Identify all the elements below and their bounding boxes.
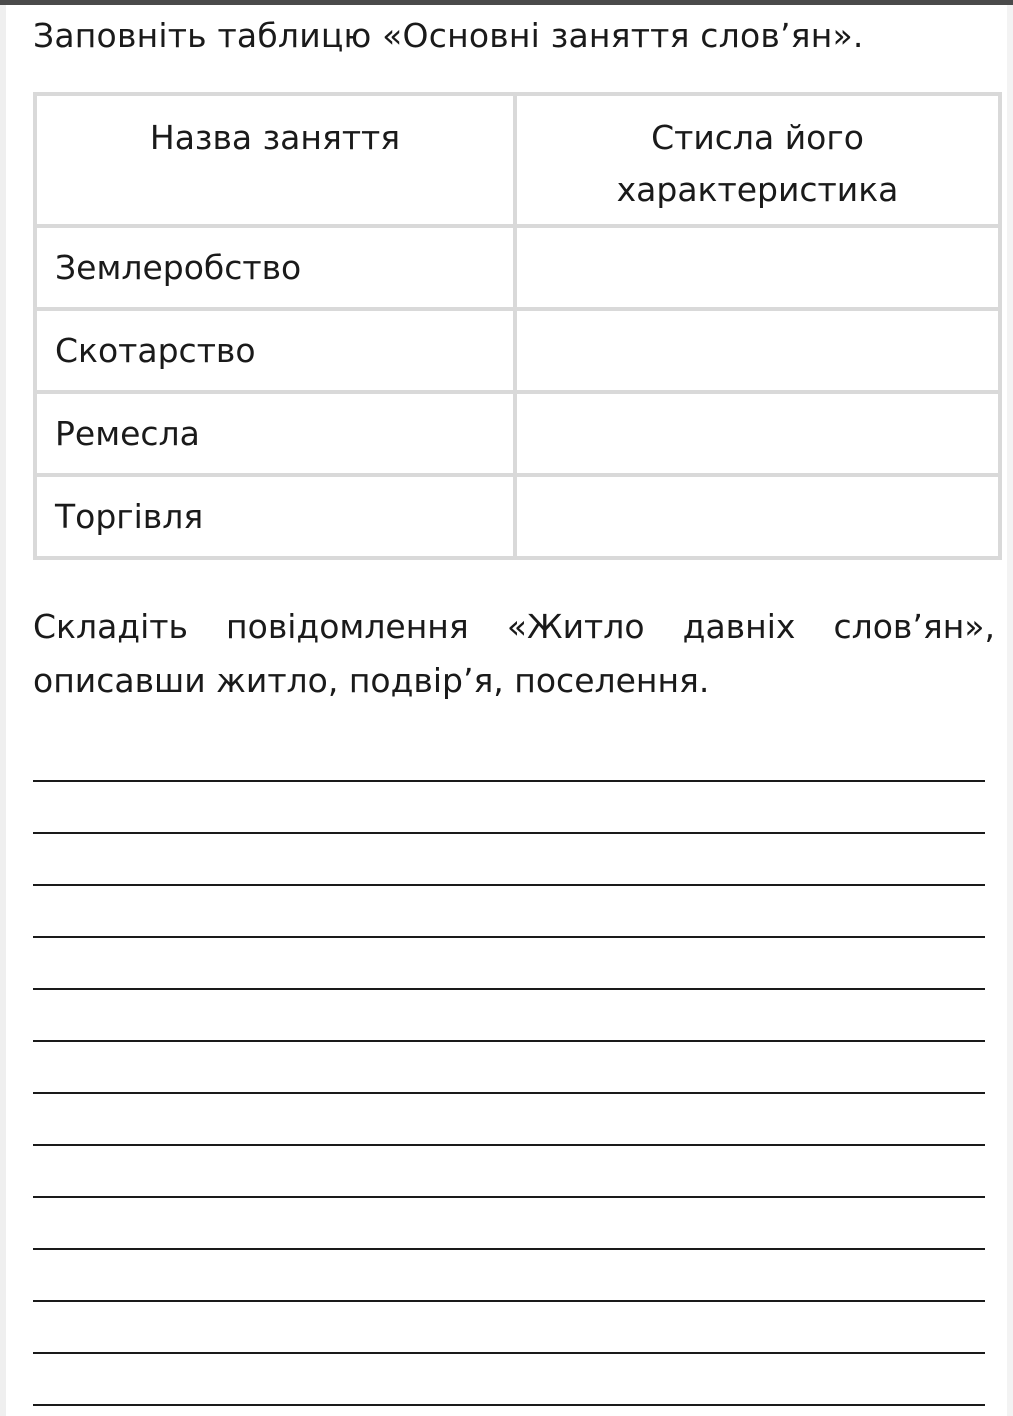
occupations-table <box>33 92 1002 560</box>
answer-line[interactable] <box>33 884 985 886</box>
task2-line-1 <box>33 600 995 654</box>
occupation-name-cell: Землеробство <box>35 226 515 309</box>
answer-line[interactable] <box>33 832 985 834</box>
table-row <box>35 309 1000 392</box>
table-row <box>35 475 1000 558</box>
answer-line[interactable] <box>33 1092 985 1094</box>
task2-word: Складіть <box>33 607 188 646</box>
task2-word: «Житло <box>506 607 645 646</box>
occupation-description-cell[interactable] <box>515 309 1000 392</box>
task2-word: давніх <box>682 607 796 646</box>
task2-instruction <box>33 600 995 708</box>
occupation-name-cell: Торгівля <box>35 475 515 558</box>
occupation-name-cell: Скотарство <box>35 309 515 392</box>
answer-line[interactable] <box>33 1040 985 1042</box>
left-page-edge <box>0 5 6 1416</box>
table-header-row <box>35 94 1000 226</box>
task1-title: Заповніть таблицю «Основні заняття слов’ян». <box>33 16 864 55</box>
task2-line-2: описавши житло, подвір’я, поселення. <box>33 661 710 700</box>
header-occupation-description: Стисла його характеристика <box>515 94 1000 226</box>
occupation-description-cell[interactable] <box>515 226 1000 309</box>
answer-line[interactable] <box>33 936 985 938</box>
answer-line[interactable] <box>33 1404 985 1406</box>
answer-line[interactable] <box>33 1248 985 1250</box>
table-row <box>35 226 1000 309</box>
answer-line[interactable] <box>33 780 985 782</box>
answer-line[interactable] <box>33 1352 985 1354</box>
answer-line[interactable] <box>33 1300 985 1302</box>
answer-line[interactable] <box>33 988 985 990</box>
occupation-name-cell: Ремесла <box>35 392 515 475</box>
answer-line[interactable] <box>33 1196 985 1198</box>
top-strip <box>0 0 1013 5</box>
answer-line[interactable] <box>33 1144 985 1146</box>
occupation-description-cell[interactable] <box>515 392 1000 475</box>
table-row <box>35 392 1000 475</box>
task2-word: слов’ян», <box>833 607 995 646</box>
header-occupation-name: Назва заняття <box>35 94 515 226</box>
task2-word: повідомлення <box>226 607 469 646</box>
occupation-description-cell[interactable] <box>515 475 1000 558</box>
right-page-edge <box>1007 5 1013 1416</box>
